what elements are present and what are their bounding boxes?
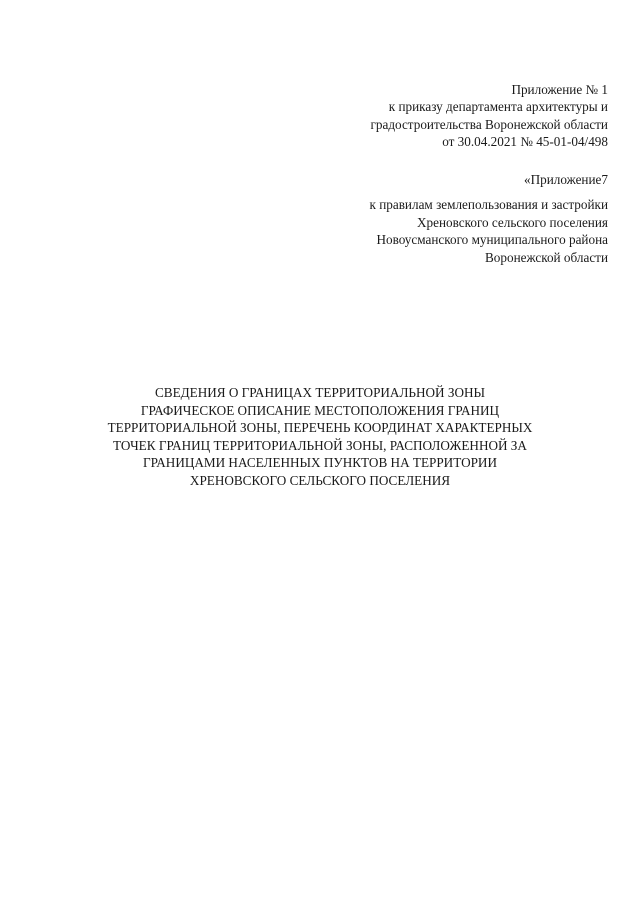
rules-reference: [370, 171, 609, 266]
title-line: СВЕДЕНИЯ О ГРАНИЦАХ ТЕРРИТОРИАЛЬНОЙ ЗОНЫ: [155, 385, 485, 400]
title-line: ХРЕНОВСКОГО СЕЛЬСКОГО ПОСЕЛЕНИЯ: [189, 472, 451, 488]
rules-district: Новоусманского муниципального района: [376, 232, 608, 248]
rules-appendix-number: «Приложение7: [524, 172, 608, 187]
appendix-order-date: от 30.04.2021 № 45-01-04/498: [442, 134, 608, 150]
rules-title: к правилам землепользования и застройки: [369, 197, 608, 213]
appendix-header: [370, 81, 608, 151]
title-line: ТОЧЕК ГРАНИЦ ТЕРРИТОРИАЛЬНОЙ ЗОНЫ, РАСПОЛОЖЕННОЙ ЗА: [113, 437, 527, 453]
document-title: [60, 384, 580, 490]
rules-settlement: Хреновского сельского поселения: [416, 214, 608, 230]
appendix-number: Приложение № 1: [511, 82, 608, 97]
title-line: ГРАФИЧЕСКОЕ ОПИСАНИЕ МЕСТОПОЛОЖЕНИЯ ГРАНИЦ: [140, 402, 500, 418]
appendix-order-ref: к приказу департамента архитектуры и: [388, 99, 608, 115]
rules-region: Воронежской области: [485, 249, 608, 265]
appendix-department: градостроительства Воронежской области: [370, 116, 608, 132]
title-line: ТЕРРИТОРИАЛЬНОЙ ЗОНЫ, ПЕРЕЧЕНЬ КООРДИНАТ ХАРАКТЕРНЫХ: [107, 420, 533, 436]
title-line: ГРАНИЦАМИ НАСЕЛЕННЫХ ПУНКТОВ НА ТЕРРИТОРИИ: [143, 455, 497, 471]
